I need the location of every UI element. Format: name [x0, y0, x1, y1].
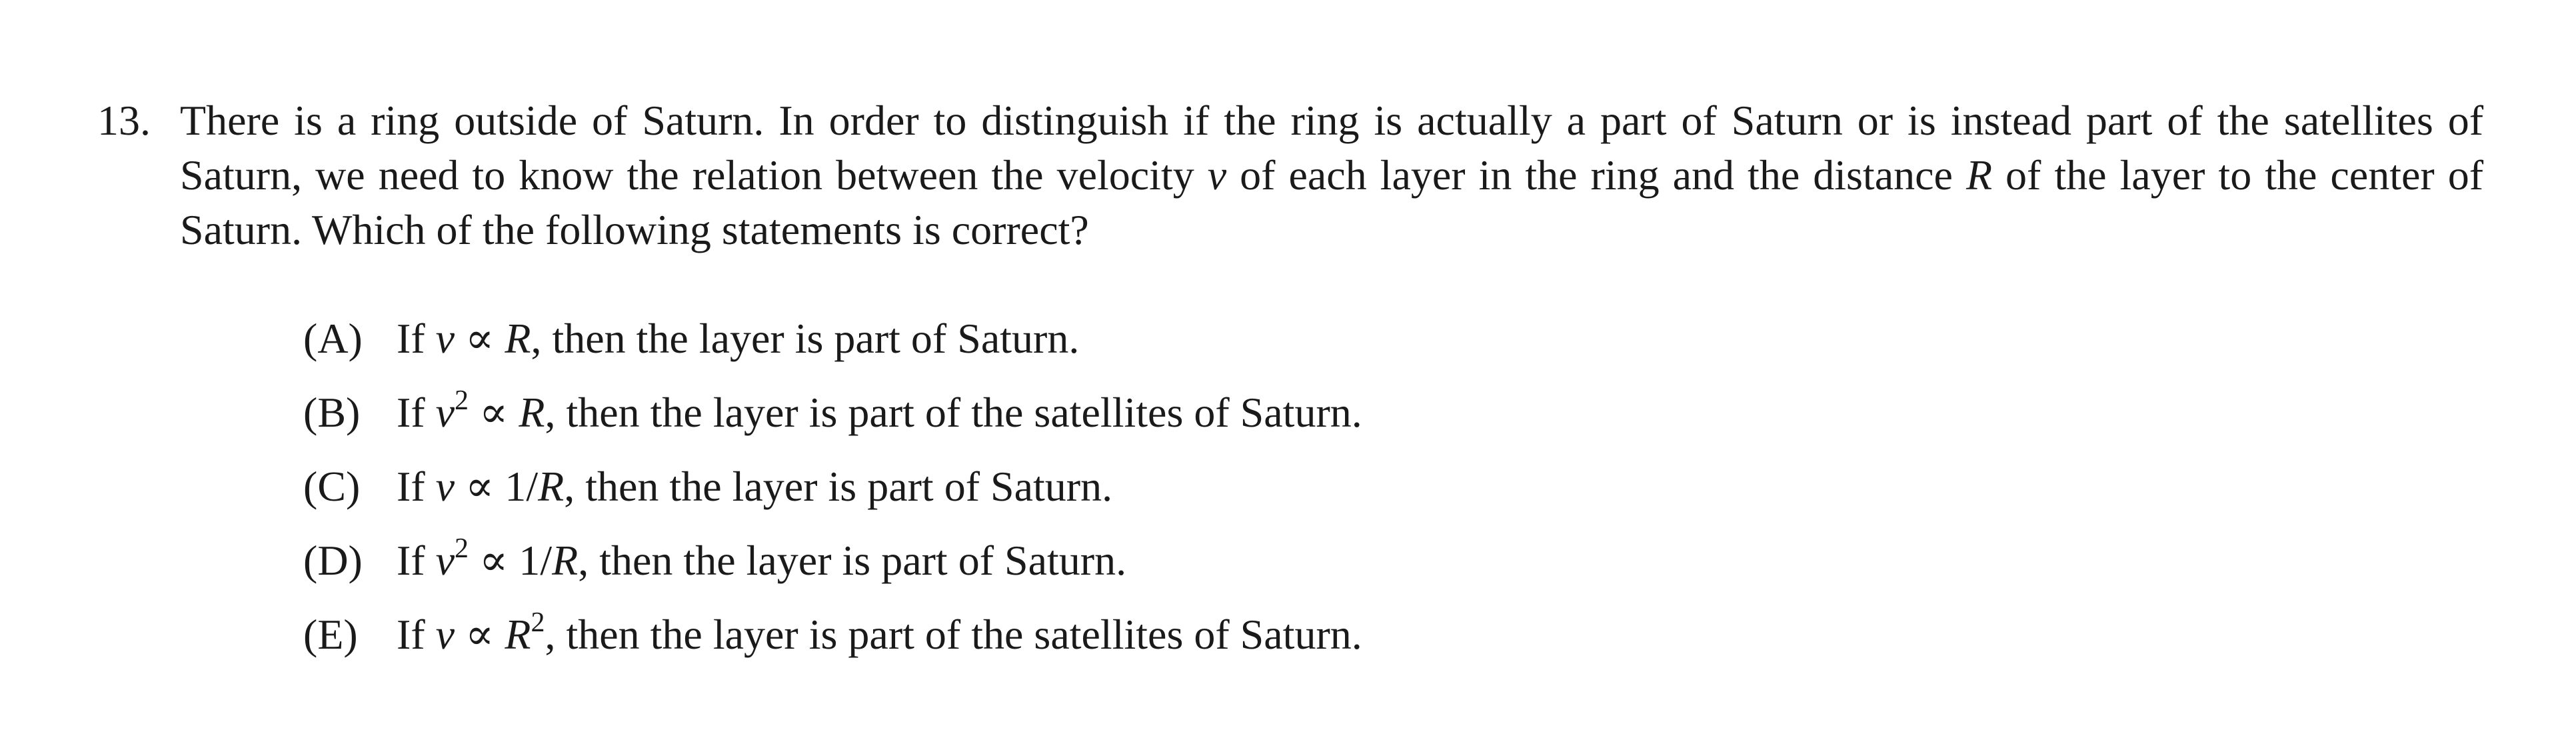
question-number: 13.: [97, 97, 151, 144]
proportional-symbol: ∝: [479, 389, 509, 436]
option-label: (D): [303, 537, 363, 584]
option-label: (E): [303, 611, 358, 658]
option-rhs-prefix: 1/: [519, 537, 553, 584]
option-rhs-prefix: 1/: [505, 463, 539, 510]
option-rhs: R: [538, 463, 565, 510]
option-label: (B): [303, 389, 361, 436]
option-rhs: R: [505, 315, 531, 362]
option-rhs-exponent: 2: [531, 607, 545, 638]
option-conclusion: , then the layer is part of Saturn.: [531, 315, 1080, 362]
proportional-symbol: ∝: [465, 463, 495, 510]
option-lhs-exponent: 2: [455, 533, 469, 564]
proportional-symbol: ∝: [465, 315, 495, 362]
option-conclusion: , then the layer is part of the satellites of Saturn.: [545, 611, 1362, 658]
option-e[interactable]: [303, 597, 1362, 671]
option-lhs: v: [435, 315, 455, 362]
option-lhs: v: [435, 611, 455, 658]
question-block: [97, 93, 2483, 257]
option-c[interactable]: [303, 449, 1362, 523]
answer-options: [303, 301, 1362, 671]
option-lhs: v: [435, 537, 455, 584]
option-if: If: [397, 389, 425, 436]
velocity-variable: v: [1207, 151, 1227, 199]
question-text-part2: of each layer in the ring and the distance: [1226, 151, 1966, 199]
option-conclusion: , then the layer is part of Saturn.: [564, 463, 1113, 510]
distance-variable: R: [1965, 151, 1993, 199]
option-if: If: [397, 315, 425, 362]
option-label: (A): [303, 315, 363, 362]
option-if: If: [397, 463, 425, 510]
option-conclusion: , then the layer is part of Saturn.: [578, 537, 1127, 584]
option-d[interactable]: [303, 523, 1362, 597]
option-rhs: R: [552, 537, 579, 584]
option-if: If: [397, 537, 425, 584]
option-label: (C): [303, 463, 361, 510]
question-text: [180, 93, 2483, 257]
question-text-part1: There is a ring outside of Saturn. In order to distinguish if the ring is actually a part of Saturn or is instead part of the satellites of Saturn, we need to know the relation between the velocity: [180, 97, 2483, 199]
option-lhs-exponent: 2: [455, 385, 469, 416]
option-rhs: R: [505, 611, 531, 658]
option-if: If: [397, 611, 425, 658]
option-conclusion: , then the layer is part of the satellites of Saturn.: [545, 389, 1362, 436]
question-text-part3: of the layer to the center of Saturn. Which of the following statements is correct?: [180, 151, 2484, 253]
option-rhs: R: [519, 389, 545, 436]
proportional-symbol: ∝: [465, 611, 495, 658]
proportional-symbol: ∝: [479, 537, 509, 584]
option-lhs: v: [435, 389, 455, 436]
option-a[interactable]: [303, 301, 1362, 375]
option-lhs: v: [435, 463, 455, 510]
option-b[interactable]: [303, 375, 1362, 449]
